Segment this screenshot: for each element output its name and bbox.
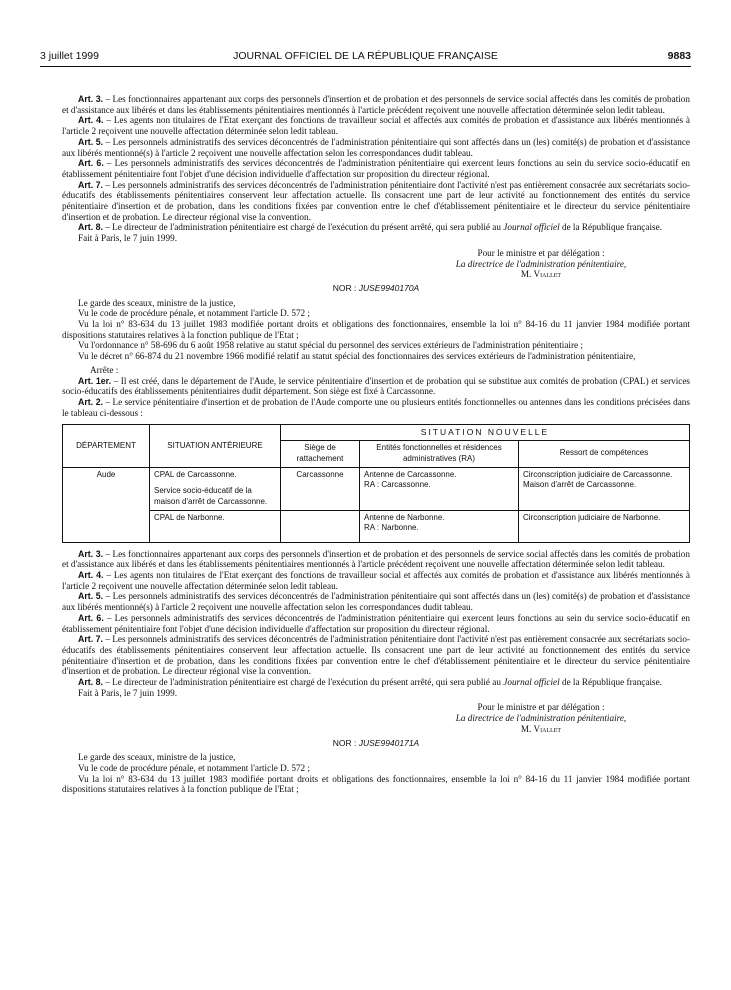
header-title: JOURNAL OFFICIEL DE LA RÉPUBLIQUE FRANÇAISE xyxy=(233,50,498,62)
article-6-repeat: Art. 6. – Les personnels administratifs des services déconcentrés de l'administration pénitentiaire qui exercent leurs fonctions au sein du service socio-éducatif en établissement pénitentiaire font l'objet d'une décision individuelle d'affectation sur proposition du directeur régional. xyxy=(62,612,690,634)
body-column xyxy=(62,94,690,795)
article-5: Art. 5. – Les personnels administratifs des services déconcentrés de l'administration pénitentiaire qui sont affectés dans un (les) comité(s) de probation et d'assistance aux libérés mentionné(s) à l'article 2 reçoivent une nouvelle affectation selon les correspondances dudit tableau. xyxy=(62,136,690,158)
nor-reference-2: NOR : JUSE9940171A xyxy=(332,737,420,748)
signature-line-1: Pour le ministre et par délégation : xyxy=(477,247,605,258)
preamble-line: Vu l'ordonnance n° 58-696 du 6 août 1958 relative au statut spécial du personnel des services extérieurs de l'administration pénitentiaire ; xyxy=(78,340,583,351)
preamble-line: Vu le code de procédure pénale, et notamment l'article D. 572 ; xyxy=(78,308,310,319)
cell-situation-anterieure: CPAL de Carcassonne. Service socio-éducatif de la maison d'arrêt de Carcassonne. xyxy=(150,467,281,510)
article-4: Art. 4. – Les agents non titulaires de l'Etat exerçant des fonctions de travailleur social et affectés aux comités de probation et d'assistance aux libérés mentionnés à l'article 2 reçoivent une nouvelle affectation déterminée selon ledit tableau. xyxy=(62,115,690,137)
article-8: Art. 8. – Le directeur de l'administration pénitentiaire est chargé de l'exécution du présent arrêté, qui sera publié au Journal officiel de la République française. xyxy=(78,222,662,233)
fait-a-paris-repeat: Fait à Paris, le 7 juin 1999. xyxy=(78,687,178,698)
cell-ressort: Circonscription judiciaire de Carcassonne. Maison d'arrêt de Carcassonne. xyxy=(519,467,690,510)
signature-line-2: La directrice de l'administration pénitentiaire, xyxy=(455,258,627,269)
col-header-situation-nouvelle: SITUATION NOUVELLE xyxy=(281,425,690,441)
signature-name: M. Viallet xyxy=(520,269,562,280)
col-header-siege: Siège de rattachement xyxy=(281,441,360,467)
article-5-repeat: Art. 5. – Les personnels administratifs des services déconcentrés de l'administration pénitentiaire qui sont affectés dans un (les) comité(s) de probation et d'assistance aux libérés mentionné(s) à l'article 2 reçoivent une nouvelle affectation selon les correspondances dudit tableau. xyxy=(62,591,690,613)
header-page-number: 9883 xyxy=(667,50,691,62)
article-3-repeat: Art. 3. – Les fonctionnaires appartenant aux corps des personnels d'insertion et de probation et des personnels de service social affectés dans les comités de probation et d'assistance aux libérés et dans les établissements pénitentiaires mentionnés à l'article précédent reçoivent une nouvelle affectation déterminée selon ledit tableau. xyxy=(62,548,690,570)
header-rule xyxy=(40,66,691,67)
header-date: 3 juillet 1999 xyxy=(40,50,99,62)
preamble-line: Le garde des sceaux, ministre de la justice, xyxy=(78,752,236,763)
signature-line-2-repeat: La directrice de l'administration pénitentiaire, xyxy=(455,713,627,724)
signature-line-1-repeat: Pour le ministre et par délégation : xyxy=(477,702,605,713)
preamble-line: Le garde des sceaux, ministre de la justice, xyxy=(78,297,236,308)
signature-name-repeat: M. Viallet xyxy=(520,723,562,734)
article-7-repeat: Art. 7. – Les personnels administratifs des services déconcentrés de l'administration pénitentiaire dont l'activité n'est pas entièrement consacrée aux secrétariats socio-éducatifs des établissements pénitentiaires conservent leur affectation actuelle. Ils consacrent une part de leur activité au fonctionnement des entités du service pénitentiaire d'insertion et de probation, dans les conditions fixées par convention entre le chef d'établissement pénitentiaire et le directeur du service pénitentiaire d'insertion et de probation. Le directeur régional vise la convention. xyxy=(62,634,690,677)
cell-ressort: Circonscription judiciaire de Narbonne. xyxy=(519,510,690,542)
preamble-line: Vu le code de procédure pénale, et notamment l'article D. 572 ; xyxy=(78,762,310,773)
affectation-table xyxy=(62,424,690,542)
article-7: Art. 7. – Les personnels administratifs des services déconcentrés de l'administration pénitentiaire dont l'activité n'est pas entièrement consacrée aux secrétariats socio-éducatifs des établissements pénitentiaires conservent leur affectation actuelle. Ils consacrent une part de leur activité au fonctionnement des entités du service pénitentiaire d'insertion et de probation, dans les conditions fixées par convention entre le chef d'établissement pénitentiaire et le directeur du service pénitentiaire d'insertion et de probation. Le directeur régional vise la convention. xyxy=(62,179,690,222)
article-1: Art. 1er. – Il est créé, dans le département de l'Aude, le service pénitentiaire d'insertion et de probation qui se substitue aux comités de probation (CPAL) et services socio-éducatifs des établissements pénitentiaires dudit département. Son siège est fixé à Carcassonne. xyxy=(62,375,691,397)
article-2: Art. 2. – Le service pénitentiaire d'insertion et de probation de l'Aude comporte une ou plusieurs entités fonctionnelles ou antennes dans les conditions précisées dans le tableau ci-dessous : xyxy=(62,396,690,418)
col-header-entites: Entités fonctionnelles et résidences administratives (RA) xyxy=(360,441,519,467)
col-header-ressort: Ressort de compétences xyxy=(519,441,690,467)
article-4-repeat: Art. 4. – Les agents non titulaires de l'Etat exerçant des fonctions de travailleur social et affectés aux comités de probation et d'assistance aux libérés mentionnés à l'article 2 reçoivent une nouvelle affectation déterminée selon ledit tableau. xyxy=(62,570,690,591)
col-header-situation-anterieure: SITUATION ANTÉRIEURE xyxy=(150,425,281,467)
cell-departement: Aude xyxy=(63,467,150,542)
cell-entites: Antenne de Narbonne. RA : Narbonne. xyxy=(360,510,519,542)
nor-reference-1: NOR : JUSE9940170A xyxy=(332,282,420,293)
article-6: Art. 6. – Les personnels administratifs des services déconcentrés de l'administration pénitentiaire qui exercent leurs fonctions au sein du service socio-éducatif en établissement pénitentiaire font l'objet d'une décision individuelle d'affectation sur proposition du directeur régional. xyxy=(62,158,690,179)
arrete: Arrête : xyxy=(90,364,119,375)
preamble-line: Vu la loi n° 83-634 du 13 juillet 1983 modifiée portant droits et obligations des fonctionnaires, ensemble la loi n° 84-16 du 11 janvier 1984 modifiée portant dispositions statutaires relatives à la fonction publique de l'Etat ; xyxy=(62,773,690,795)
preamble-line: Vu la loi n° 83-634 du 13 juillet 1983 modifiée portant droits et obligations des fonctionnaires, ensemble la loi n° 84-16 du 11 janvier 1984 modifiée portant dispositions statutaires relatives à la fonction publique de l'Etat ; xyxy=(62,319,690,340)
cell-situation-anterieure: CPAL de Narbonne. xyxy=(150,510,281,542)
preamble-line: Vu le décret n° 66-874 du 21 novembre 1966 modifié relatif au statut spécial des fonctionnaires des services extérieurs de l'administration pénitentiaire, xyxy=(78,351,636,362)
table-row xyxy=(63,510,690,542)
cell-siege: Carcassonne xyxy=(281,467,360,510)
article-8-repeat: Art. 8. – Le directeur de l'administration pénitentiaire est chargé de l'exécution du présent arrêté, qui sera publié au Journal officiel de la République française. xyxy=(78,677,662,688)
cell-siege xyxy=(281,510,360,542)
fait-a-paris: Fait à Paris, le 7 juin 1999. xyxy=(78,233,178,244)
article-3: Art. 3. – Les fonctionnaires appartenant aux corps des personnels d'insertion et de probation et des personnels de service social affectés dans les comités de probation et d'assistance aux libérés et dans les établissements pénitentiaires mentionnés à l'article précédent reçoivent une nouvelle affectation déterminée selon ledit tableau. xyxy=(62,94,690,115)
col-header-departement: DÉPARTEMENT xyxy=(63,425,150,467)
table-row xyxy=(63,467,690,510)
cell-entites: Antenne de Carcassonne. RA : Carcassonne. xyxy=(360,467,519,510)
